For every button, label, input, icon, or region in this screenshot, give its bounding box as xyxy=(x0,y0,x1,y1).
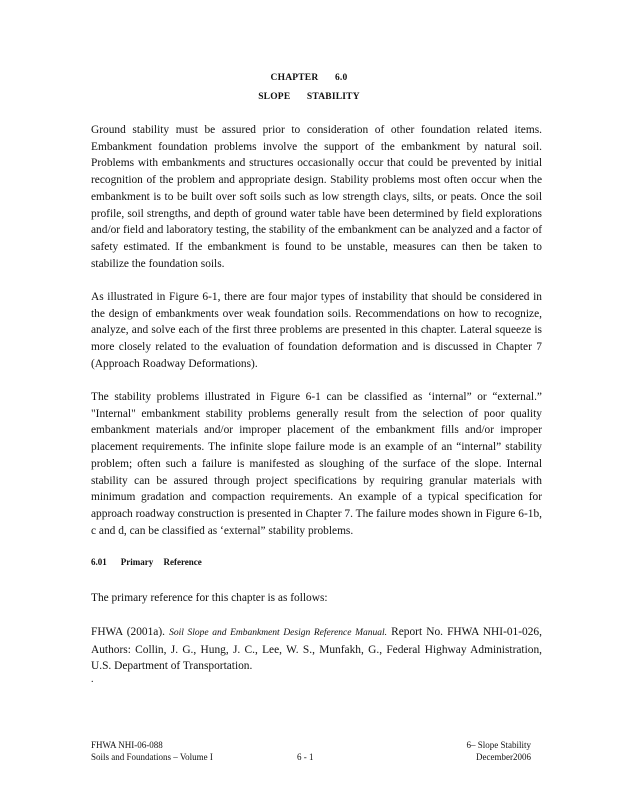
reference-details: Report No. FHWA NHI-01-026, Authors: Collin, J. G., Hung, J. C., Lee, W. S., Munfakh, G., Federal Highway Administration, U.S. Department of Transportation. xyxy=(91,626,542,673)
section-heading xyxy=(91,557,202,567)
paragraph-internal-external: The stability problems illustrated in Figure 6-1 can be classified as ‘internal” or “external.” "Internal" embankment stability problems generally result from the selection of poor quality embankment materials and/or improper placement of the embankment fills and/or improper placement requirements. The infinite slope failure mode is an example of an “internal” stability problem; often such a failure is manifested as sloughing of the surface of the slope. Internal stability can be assured through project specifications by requiring granular materials with minimum gradation and compaction requirements. An example of a typical specification for approach roadway construction is presented in Chapter 7. The failure modes shown in Figure 6-1b, c and d, can be classified as ‘external” stability problems. xyxy=(91,391,542,537)
chapter-title: SLOPE STABILITY xyxy=(258,92,360,102)
section-title: Primary Reference xyxy=(120,557,202,567)
paragraph-ground-stability: Ground stability must be assured prior to consideration of other foundation related items. Embankment foundation problems involve the support of the embankment by natural soil. Problems with embankments and structures occasionally occur that could be prevented by initial recognition of the problem and appropriate design. Stability problems most often occur when the embankment is to be built over soft soils such as low strength clays, silts, or peats. Once the soil profile, soil strengths, and depth of ground water table have been determined by field explorations and/or field and laboratory testing, the stability of the embankment can be analyzed and a factor of safety estimated. If the embankment is found to be unstable, measures can then be taken to stabilize the foundation soils. xyxy=(91,124,542,270)
reference-author-year: FHWA (2001a). xyxy=(91,626,166,638)
footer-report-number: FHWA NHI-06-088 xyxy=(91,740,163,750)
paragraph-primary-reference-intro: The primary reference for this chapter is as follows: xyxy=(91,592,328,604)
paragraph-instability-types: As illustrated in Figure 6-1, there are four major types of instability that should be considered in the design of embankments over weak foundation soils. Recommendations on how to recognize, analyze, and solve each of the first three problems are presented in this chapter. Lateral squeeze is more closely related to the evaluation of foundation deformation and is discussed in Chapter 7 (Approach Roadway Deformations). xyxy=(91,291,542,370)
reference-title: Soil Slope and Embankment Design Reference Manual. xyxy=(169,628,388,638)
footer-date: December2006 xyxy=(476,752,531,762)
chapter-number: CHAPTER 6.0 xyxy=(270,73,348,83)
footer-volume: Soils and Foundations – Volume I xyxy=(91,752,213,762)
section-number: 6.01 xyxy=(91,557,107,567)
page-number: 6 - 1 xyxy=(297,752,314,762)
stray-mark: . xyxy=(91,674,94,685)
footer-chapter-name: 6– Slope Stability xyxy=(466,740,531,750)
reference-citation xyxy=(91,624,542,675)
